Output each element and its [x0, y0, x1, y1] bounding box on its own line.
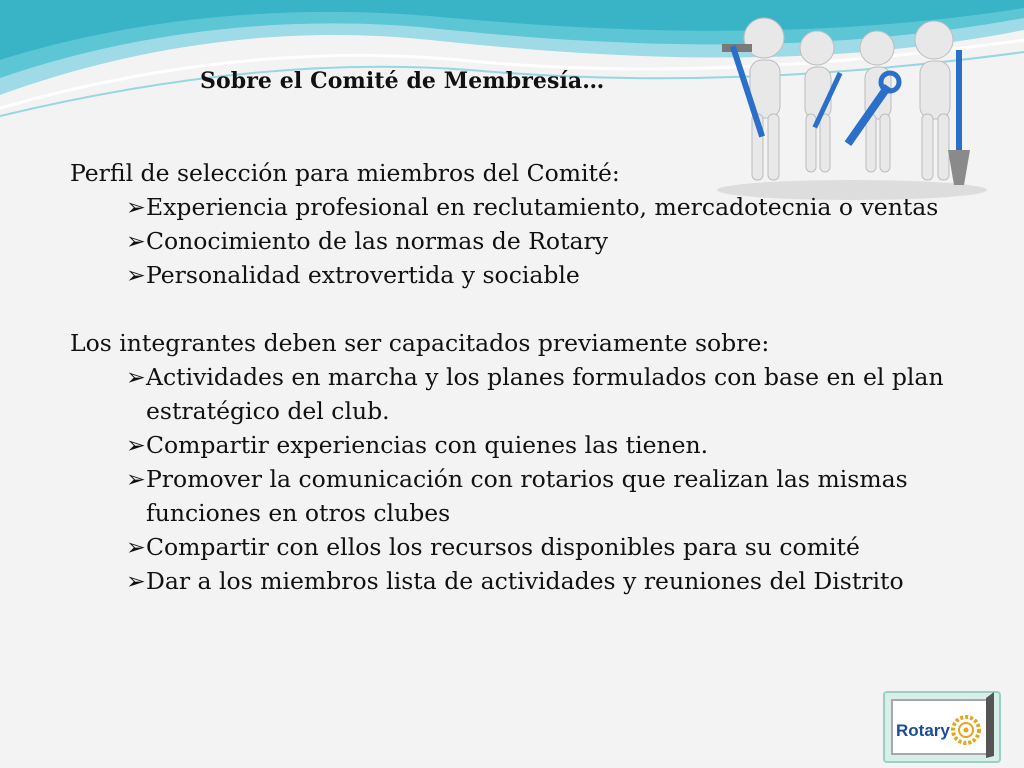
arrow-bullet-icon: ➢	[126, 193, 146, 221]
logo-text: Rotary	[896, 721, 950, 740]
list-item: ➢Compartir experiencias con quienes las tienen.	[70, 428, 970, 462]
list-item: ➢Promover la comunicación con rotarios que realizan las mismas funciones en otros clubes	[70, 462, 970, 530]
list-item: ➢Actividades en marcha y los planes formulados con base en el plan estratégico del club.	[70, 360, 970, 428]
slide-title: Sobre el Comité de Membresía…	[200, 68, 605, 94]
arrow-bullet-icon: ➢	[126, 465, 146, 493]
arrow-bullet-icon: ➢	[126, 431, 146, 459]
list-item: ➢Conocimiento de las normas de Rotary	[70, 224, 970, 258]
arrow-bullet-icon: ➢	[126, 567, 146, 595]
training-heading: Los integrantes deben ser capacitados previamente sobre:	[70, 329, 770, 357]
slide-body	[70, 156, 970, 598]
selection-profile-heading: Perfil de selección para miembros del Comité:	[70, 159, 620, 187]
arrow-bullet-icon: ➢	[126, 227, 146, 255]
list-item: ➢Compartir con ellos los recursos disponibles para su comité	[70, 530, 970, 564]
arrow-bullet-icon: ➢	[126, 533, 146, 561]
list-item: ➢Experiencia profesional en reclutamiento, mercadotecnia o ventas	[70, 190, 970, 224]
list-item: ➢Dar a los miembros lista de actividades y reuniones del Distrito	[70, 564, 970, 598]
arrow-bullet-icon: ➢	[126, 363, 146, 391]
arrow-bullet-icon: ➢	[126, 261, 146, 289]
rotary-logo	[882, 690, 1002, 764]
list-item: ➢Personalidad extrovertida y sociable	[70, 258, 970, 292]
selection-profile-list	[70, 190, 970, 292]
training-list	[70, 360, 970, 598]
